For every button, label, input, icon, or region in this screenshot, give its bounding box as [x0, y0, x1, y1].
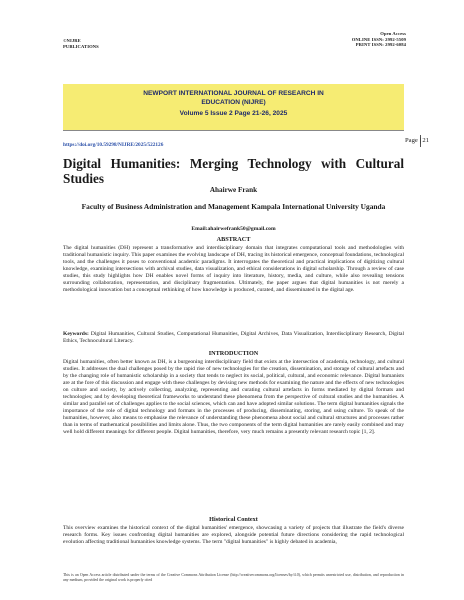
abstract-heading: ABSTRACT: [216, 236, 251, 243]
license-notice: This is an Open Access article distributed under the terms of the Creative Commons Attribution License (http://creativecommons.org/licenses/by/4.0), which permits unrestricted use, distribution, and reproduction in any medium, provided the original work is properly cited: [63, 573, 404, 582]
article-title: Digital Humanities: Merging Technology with Cultural Studies: [63, 156, 404, 186]
keywords-label: Keywords:: [63, 331, 89, 337]
author-email: Email:ahairwefrank50@gmail.com: [191, 226, 276, 232]
page-number: Page | 21: [405, 137, 430, 144]
historical-context-heading: Historical Context: [209, 516, 258, 523]
historical-context-text: This overview examines the historical context of the digital humanities' emergence, showcasing a variety of projects that illustrate the field's diverse research forms. Key issues confronting digital humanities are explored, alongside potential future directions considering the rapid technological evolution affecting traditional humanities knowledge systems. The term "digital humanities" is highly debated in academia,: [63, 525, 404, 546]
keywords: [63, 331, 404, 345]
introduction-text: Digital humanities, often better known as DH, is a burgeoning interdisciplinary field that exists at the intersection of academia, technology, and cultural studies. It addresses the dual challenges posed by the rapid rise of new technologies for the creation, dissemination, and storage of cultural artefacts and by the changing role of humanistic scholarship in a society that tends to neglect its social, political, cultural, and economic relevance. Digital humanists are at the fore of this discussion and engage with these challenges by devising new methods for examining the nature and the effects of new technologies on culture and society, by actively collecting, analyzing, representing and curating cultural artefacts in forms mediated by digital formats and technologies; and by developing theoretical frameworks to understand these phenomena from the perspective of cultural studies and the humanities. A similar and parallel set of challenges applies to the social sciences, which can and have adopted similar solutions. The term digital humanities signals the importance of the role of digital technology and formats in the processes of producing, disseminating, storing, and using culture. To speak of the humanities, however, also means to emphasise the relevance of understanding these phenomena about social and cultural structures and processes rather than in terms of mathematical possibilities and limits alone. Thus, the two components of the term digital humanities are rarely easily combined and may well hold different meanings for different people. Digital humanities, therefore, very much remains a presently relevant research topic [1, 2].: [63, 359, 404, 436]
journal-name-line2: EDUCATION (NIJRE): [201, 99, 266, 106]
open-access-label: Open Access: [380, 31, 406, 36]
publisher-header: [63, 38, 99, 49]
issue-info: Volume 5 Issue 2 Page 21-26, 2025: [179, 110, 288, 117]
journal-name-line1: NEWPORT INTERNATIONAL JOURNAL OF RESEARCH IN: [143, 90, 324, 97]
online-issn: ONLINE ISSN: 2992-5509: [351, 36, 406, 42]
doi-link[interactable]: https://doi.org/10.59298/NIJRE/2025/522126: [63, 142, 164, 148]
header-divider: [63, 130, 404, 131]
article-author: Ahairwe Frank: [209, 186, 258, 194]
keywords-list: Digital Humanities, Cultural Studies, Computational Humanities, Digital Archives, Data Visualization, Interdisciplinary Research, Digital Ethics, Technocultural Literacy.: [63, 331, 404, 345]
issn-header: [352, 31, 406, 48]
publisher-label: PUBLICATIONS: [63, 43, 99, 49]
print-issn: PRINT ISSN: 2992-6084: [355, 42, 406, 48]
journal-banner: [63, 84, 404, 130]
publisher-copyright: ©NIJRE: [63, 38, 81, 43]
introduction-heading: INTRODUCTION: [208, 350, 259, 357]
abstract-text: The digital humanities (DH) represent a transformative and interdisciplinary domain that integrates computational tools and methodologies with traditional humanistic inquiry. This paper examines the evolving landscape of DH, tracing its historical emergence, conceptual foundations, technological tools, and the challenges it poses to conventional academic paradigms. It interrogates the theoretical and practical implications of digitizing cultural knowledge, examining intersections with archival studies, data visualization, and ethical considerations in digital scholarship. Through a review of case studies, this study highlights how DH enables novel forms of inquiry into literature, history, media, and culture, while also revealing tensions surrounding collaboration, representation, and disciplinary fragmentation. Ultimately, the paper argues that digital humanities is not merely a methodological innovation but a conceptual rethinking of how knowledge is produced, curated, and disseminated in the digital age.: [63, 245, 404, 294]
author-affiliation: Faculty of Business Administration and Management Kampala International University Uganda: [81, 202, 386, 211]
